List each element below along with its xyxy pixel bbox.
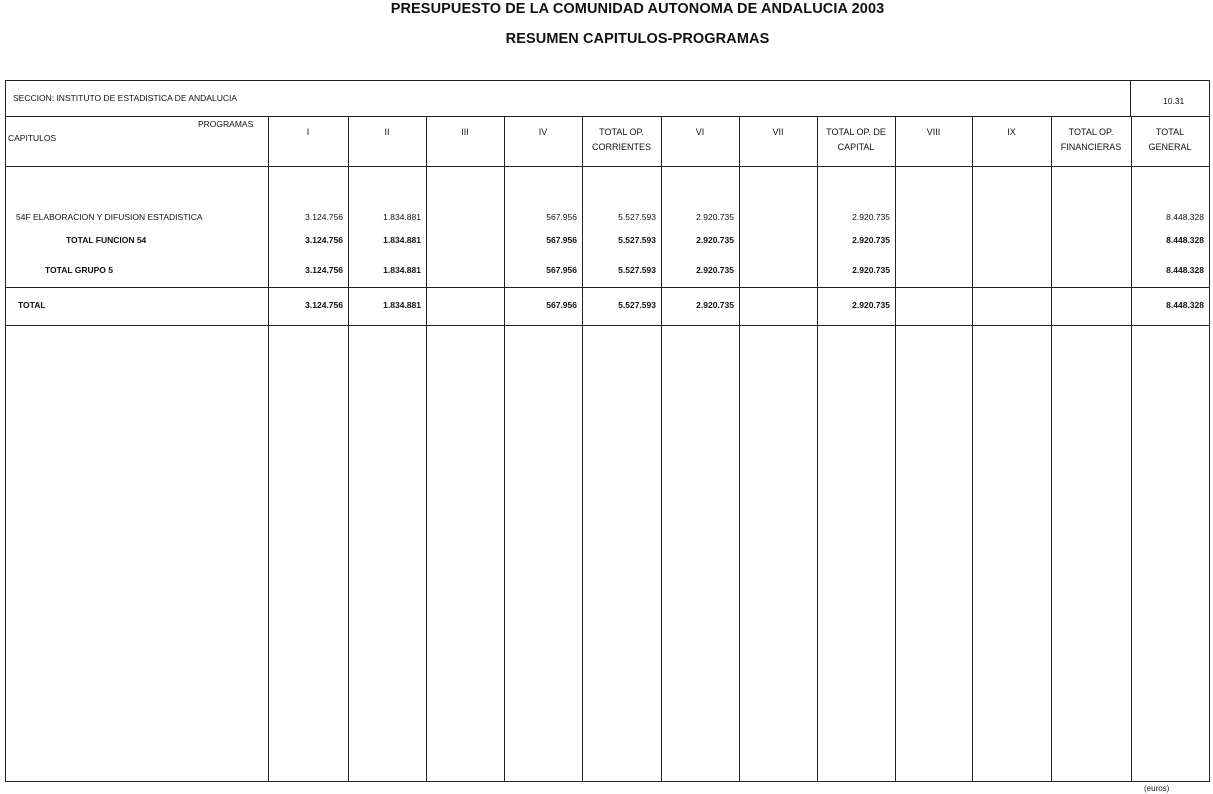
- column-line: [426, 117, 427, 781]
- column-header-line2: FINANCIERAS: [1060, 142, 1122, 152]
- table-frame: [5, 80, 1210, 782]
- cell-value: 3.124.756: [305, 300, 343, 310]
- row-label: TOTAL GRUPO 5: [45, 265, 114, 275]
- document-subtitle: RESUMEN CAPITULOS-PROGRAMAS: [505, 31, 770, 47]
- section-code: 10.31: [1163, 96, 1185, 106]
- column-header: [1131, 125, 1209, 155]
- section-label: SECCION: INSTITUTO DE ESTADISTICA DE ANDALUCIA: [13, 93, 238, 103]
- column-header-line2: GENERAL: [1148, 142, 1192, 152]
- cell-value: 567.956: [546, 265, 577, 275]
- cell-value: 567.956: [546, 235, 577, 245]
- column-line: [972, 117, 973, 781]
- column-header-line1: VII: [772, 127, 784, 137]
- cell-value: 3.124.756: [305, 265, 343, 275]
- cell-value: 1.834.881: [383, 235, 421, 245]
- column-header: [661, 125, 739, 140]
- cell-value: 8.448.328: [1166, 235, 1204, 245]
- column-header-line1: I: [306, 127, 310, 137]
- cell-value: 2.920.735: [852, 235, 890, 245]
- row-label: TOTAL: [18, 300, 46, 310]
- column-header-line1: TOTAL OP.: [1068, 127, 1114, 137]
- cell-value: 5.527.593: [618, 212, 656, 222]
- rule-under-header: [6, 166, 1209, 167]
- cell-value: 2.920.735: [852, 300, 890, 310]
- column-header-line1: TOTAL OP.: [599, 127, 644, 137]
- cell-value: 8.448.328: [1166, 265, 1204, 275]
- capitulos-label: CAPITULOS: [8, 133, 57, 143]
- rule-below-total: [6, 325, 1209, 326]
- column-header: [426, 125, 504, 140]
- cell-value: 1.834.881: [383, 212, 421, 222]
- cell-value: 5.527.593: [618, 235, 656, 245]
- column-header: [582, 125, 661, 155]
- cell-value: 2.920.735: [696, 265, 734, 275]
- cell-value: 3.124.756: [305, 212, 343, 222]
- column-header-line1: III: [461, 127, 469, 137]
- column-line: [895, 117, 896, 781]
- row-label: TOTAL FUNCION 54: [66, 235, 147, 245]
- document-title: PRESUPUESTO DE LA COMUNIDAD AUTONOMA DE ANDALUCIA 2003: [390, 1, 885, 17]
- column-header-line1: II: [384, 127, 390, 137]
- cell-value: 5.527.593: [618, 300, 656, 310]
- row-label: 54F ELABORACION Y DIFUSION ESTADISTICA: [16, 212, 203, 222]
- column-header: [739, 125, 817, 140]
- column-header-line2: CAPITAL: [837, 142, 875, 152]
- column-header: [348, 125, 426, 140]
- column-line: [739, 117, 740, 781]
- cell-value: 2.920.735: [852, 212, 890, 222]
- cell-value: 1.834.881: [383, 265, 421, 275]
- column-header-line1: VI: [695, 127, 705, 137]
- section-divider: [1130, 81, 1131, 117]
- units-note: (euros): [1144, 784, 1170, 793]
- programas-label: PROGRAMAS: [198, 119, 254, 129]
- column-header-line1: TOTAL OP. DE: [826, 127, 886, 137]
- cell-value: 2.920.735: [696, 235, 734, 245]
- column-header: [1051, 125, 1131, 155]
- cell-value: 2.920.735: [696, 300, 734, 310]
- cell-value: 8.448.328: [1166, 212, 1204, 222]
- column-header-line1: TOTAL: [1155, 127, 1185, 137]
- column-header-line2: CORRIENTES: [591, 142, 651, 152]
- column-header: [972, 125, 1051, 140]
- rule-under-section: [6, 116, 1209, 117]
- column-header-line1: IV: [538, 127, 548, 137]
- cell-value: 2.920.735: [852, 265, 890, 275]
- cell-value: 3.124.756: [305, 235, 343, 245]
- column-header-line1: IX: [1007, 127, 1016, 137]
- column-line: [1051, 117, 1052, 781]
- cell-value: 8.448.328: [1166, 300, 1204, 310]
- column-header: [895, 125, 972, 140]
- cell-value: 1.834.881: [383, 300, 421, 310]
- cell-value: 5.527.593: [618, 265, 656, 275]
- column-header: [817, 125, 895, 155]
- column-header: [268, 125, 348, 140]
- column-header-line1: VIII: [926, 127, 941, 137]
- cell-value: 567.956: [546, 300, 577, 310]
- column-header: [504, 125, 582, 140]
- cell-value: 567.956: [546, 212, 577, 222]
- rule-above-total: [6, 287, 1209, 288]
- cell-value: 2.920.735: [696, 212, 734, 222]
